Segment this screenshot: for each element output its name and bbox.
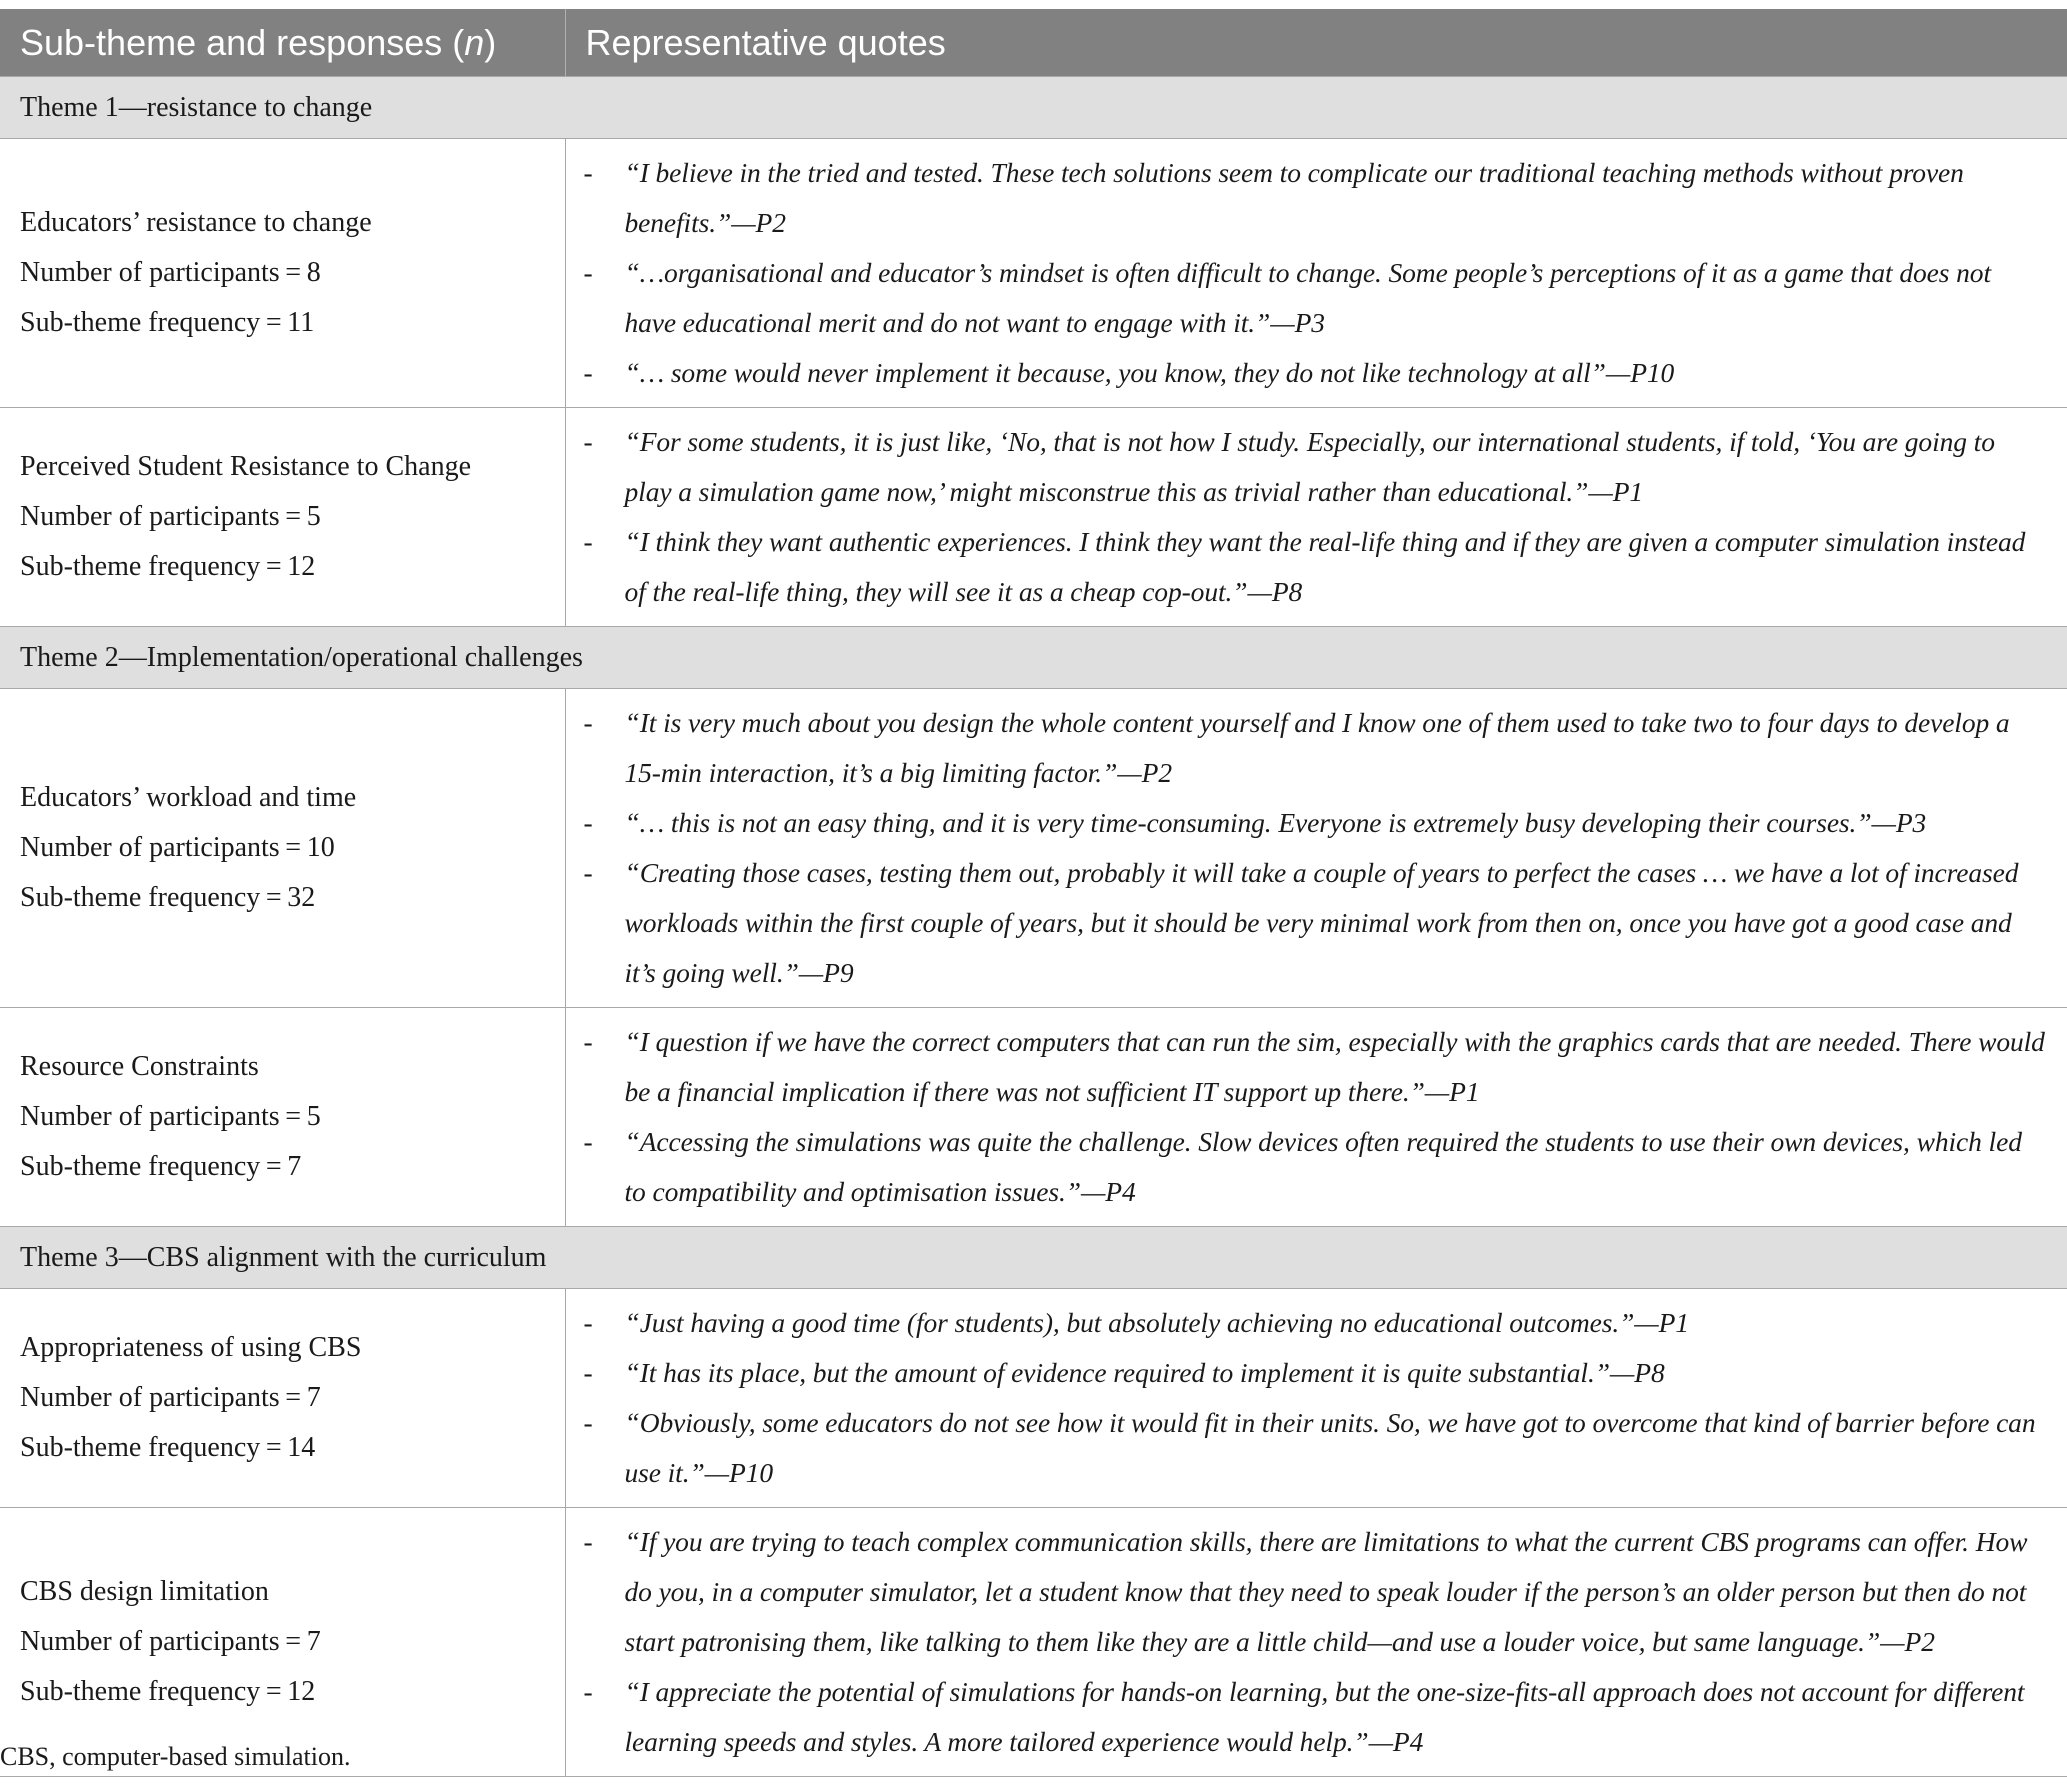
theme-title: Theme 2—Implementation/operational challenges — [0, 627, 2067, 689]
quote-text: “I believe in the tried and tested. These tech solutions seem to complicate our traditional teaching methods without proven benefits.”—P2 — [624, 157, 1964, 238]
participant-count: Number of participants = 5 — [20, 1101, 321, 1132]
quote-item — [584, 848, 2048, 998]
subtheme-name: CBS design limitation — [20, 1576, 269, 1607]
quote-item — [584, 1348, 2048, 1398]
bullet-dash: - — [583, 157, 593, 188]
bullet-dash: - — [583, 1126, 593, 1157]
quote-item — [584, 517, 2048, 617]
subtheme-row — [0, 139, 2067, 408]
subtheme-frequency: Sub-theme frequency = 7 — [20, 1151, 302, 1182]
subtheme-row — [0, 1508, 2067, 1777]
quotes-cell — [565, 139, 2067, 408]
quote-item — [584, 1667, 2048, 1767]
participant-count: Number of participants = 7 — [20, 1382, 321, 1413]
quote-item — [584, 1517, 2048, 1667]
quote-text: “I appreciate the potential of simulations for hands-on learning, but the one-size-fits-all approach does not account for different learning speeds and styles. A more tailored experience would help.”—P4 — [624, 1676, 2025, 1757]
quotes-cell — [565, 1508, 2067, 1777]
bullet-dash: - — [583, 426, 593, 457]
quotes-table-container — [0, 9, 2067, 1777]
subtheme-name: Resource Constraints — [20, 1051, 259, 1082]
subtheme-cell — [0, 408, 565, 627]
participant-count: Number of participants = 8 — [20, 257, 321, 288]
quote-text: “Accessing the simulations was quite the challenge. Slow devices often required the students to use their own devices, which led to compatibility and optimisation issues.”—P4 — [624, 1126, 2022, 1207]
subtheme-cell — [0, 1289, 565, 1508]
bullet-dash: - — [583, 807, 593, 838]
subtheme-frequency: Sub-theme frequency = 12 — [20, 551, 316, 582]
subtheme-frequency: Sub-theme frequency = 12 — [20, 1676, 316, 1707]
participant-count: Number of participants = 5 — [20, 501, 321, 532]
column-header-subtheme: Sub-theme and responses (n) — [0, 9, 565, 77]
table-footnote: CBS, computer-based simulation. — [0, 1742, 351, 1771]
bullet-dash: - — [583, 1676, 593, 1707]
quote-text: “It is very much about you design the whole content yourself and I know one of them used to take two to four days to develop a 15-min interaction, it’s a big limiting factor.”—P2 — [624, 707, 2010, 788]
quote-text: “It has its place, but the amount of evidence required to implement it is quite substantial.”—P8 — [624, 1357, 1665, 1388]
quote-text: “…organisational and educator’s mindset is often difficult to change. Some people’s perceptions of it as a game that does not have educational merit and do not want to engage with it.”—P3 — [624, 257, 1991, 338]
quotes-table — [0, 9, 2067, 1777]
subtheme-name: Appropriateness of using CBS — [20, 1332, 362, 1363]
participant-count: Number of participants = 10 — [20, 832, 335, 863]
column-header-quotes: Representative quotes — [565, 9, 2067, 77]
bullet-dash: - — [583, 1307, 593, 1338]
subtheme-name: Educators’ resistance to change — [20, 207, 372, 238]
subtheme-name: Educators’ workload and time — [20, 782, 357, 813]
theme-row — [0, 77, 2067, 139]
theme-row — [0, 1227, 2067, 1289]
quotes-cell — [565, 689, 2067, 1008]
quote-text: “Creating those cases, testing them out, probably it will take a couple of years to perfect the cases … we have a lot of increased workloads within the first couple of years, but it should be very minimal work from then on, once you have got a good case and it’s going well.”—P9 — [624, 857, 2019, 988]
quote-item — [584, 248, 2048, 348]
quote-text: “… some would never implement it because, you know, they do not like technology at all”—P10 — [624, 357, 1675, 388]
bullet-dash: - — [583, 1026, 593, 1057]
subtheme-row — [0, 1008, 2067, 1227]
bullet-dash: - — [583, 857, 593, 888]
bullet-dash: - — [583, 1407, 593, 1438]
bullet-dash: - — [583, 1526, 593, 1557]
subtheme-row — [0, 689, 2067, 1008]
quote-item — [584, 1298, 2048, 1348]
quote-item — [584, 148, 2048, 248]
theme-title: Theme 1—resistance to change — [0, 77, 2067, 139]
subtheme-frequency: Sub-theme frequency = 11 — [20, 307, 315, 338]
bullet-dash: - — [583, 257, 593, 288]
bullet-dash: - — [583, 357, 593, 388]
quote-text: “For some students, it is just like, ‘No, that is not how I study. Especially, our international students, if told, ‘You are going to play a simulation game now,’ might misconstrue this as trivial rather than educational.”—P1 — [624, 426, 1995, 507]
quotes-cell — [565, 1289, 2067, 1508]
quote-item — [584, 348, 2048, 398]
theme-row — [0, 627, 2067, 689]
subtheme-cell — [0, 1008, 565, 1227]
quote-text: “I think they want authentic experiences. I think they want the real-life thing and if they are given a computer simulation instead of the real-life thing, they will see it as a cheap cop-out.”—P8 — [624, 526, 2026, 607]
quote-text: “I question if we have the correct computers that can run the sim, especially with the graphics cards that are needed. There would be a financial implication if there was not sufficient IT support up there.”—P1 — [624, 1026, 2045, 1107]
bullet-dash: - — [583, 1357, 593, 1388]
bullet-dash: - — [583, 526, 593, 557]
quote-text: “Obviously, some educators do not see how it would fit in their units. So, we have got to overcome that kind of barrier before can use it.”—P10 — [624, 1407, 2036, 1488]
subtheme-name: Perceived Student Resistance to Change — [20, 451, 471, 482]
participant-count: Number of participants = 7 — [20, 1626, 321, 1657]
quote-text: “… this is not an easy thing, and it is very time-consuming. Everyone is extremely busy developing their courses.”—P3 — [624, 807, 1927, 838]
quote-item — [584, 698, 2048, 798]
subtheme-cell — [0, 1508, 565, 1777]
quotes-cell — [565, 408, 2067, 627]
subtheme-row — [0, 1289, 2067, 1508]
quote-text: “Just having a good time (for students), but absolutely achieving no educational outcomes.”—P1 — [624, 1307, 1689, 1338]
quote-text: “If you are trying to teach complex communication skills, there are limitations to what the current CBS programs can offer. How do you, in a computer simulator, let a student know that they need to speak louder if the person’s an older person but then do not start patronising them, like talking to them like they are a little child—and use a louder voice, but same language.”—P2 — [624, 1526, 2028, 1657]
quote-item — [584, 1398, 2048, 1498]
theme-title: Theme 3—CBS alignment with the curriculum — [0, 1227, 2067, 1289]
bullet-dash: - — [583, 707, 593, 738]
quote-item — [584, 417, 2048, 517]
subtheme-cell — [0, 139, 565, 408]
quote-item — [584, 798, 2048, 848]
table-header-row — [0, 9, 2067, 77]
subtheme-frequency: Sub-theme frequency = 14 — [20, 1432, 316, 1463]
quote-item — [584, 1117, 2048, 1217]
quote-item — [584, 1017, 2048, 1117]
quotes-cell — [565, 1008, 2067, 1227]
subtheme-cell — [0, 689, 565, 1008]
subtheme-frequency: Sub-theme frequency = 32 — [20, 882, 316, 913]
subtheme-row — [0, 408, 2067, 627]
table-body — [0, 77, 2067, 1777]
